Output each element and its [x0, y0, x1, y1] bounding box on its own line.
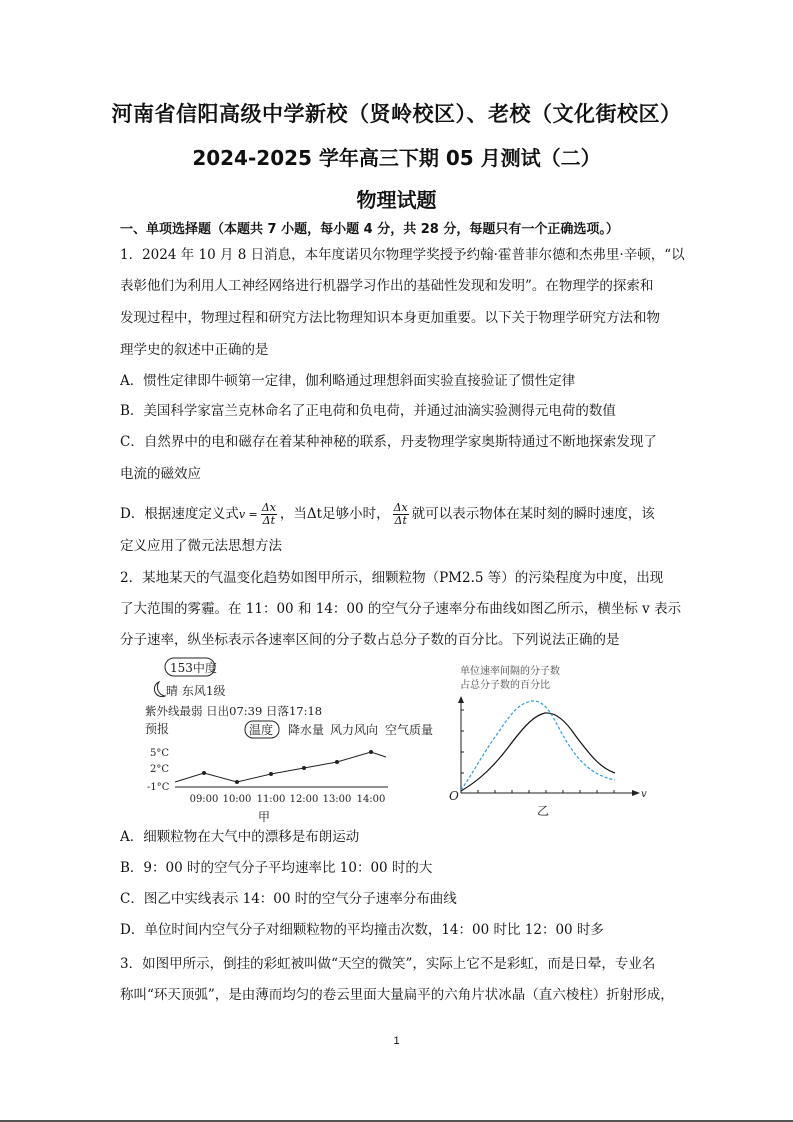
- weather-text: 晴 东风1级: [166, 684, 226, 698]
- exam-title: 2024-2025 学年高三下期 05 月测试（二）: [192, 146, 601, 170]
- x-axis-label: v: [641, 789, 647, 800]
- forecast-label: 预报: [145, 722, 170, 736]
- q3-line-1: 3．如图甲所示，倒挂的彩虹被叫做“天空的微笑”，实际上它不是彩虹，而是日晕，专业名: [120, 956, 656, 972]
- y-axis-arrow: [458, 696, 464, 703]
- q1-line-4: 理学史的叙述中正确的是: [120, 342, 269, 358]
- q2-line-1: 2．某地某天的气温变化趋势如图甲所示，细颗粒物（PM2.5 等）的污染程度为中度，出现: [120, 570, 664, 586]
- tab-wind: 风力风向: [330, 723, 379, 737]
- figure-yi: [440, 660, 660, 825]
- figure-caption-jia: 甲: [257, 810, 271, 824]
- q1-line-3: 发现过程中，物理过程和研究方法比物理知识本身更加重要。以下关于物理学研究方法和物: [120, 310, 660, 326]
- svg-text:11:00: 11:00: [256, 794, 286, 805]
- q1-option-d-prefix: D．根据速度定义式: [120, 506, 239, 522]
- weather-chart: [140, 655, 440, 825]
- subject-title: 物理试题: [356, 188, 437, 212]
- aqi-badge: 153中度: [170, 661, 217, 675]
- q2-line-2: 了大范围的雾霾。在 11：00 和 14：00 的空气分子速率分布曲线如图乙所示，横坐标 v 表示: [120, 601, 682, 617]
- speed-distribution-chart: [440, 660, 660, 825]
- svg-text:13:00: 13:00: [322, 794, 352, 805]
- q1-line-2: 表彰他们为利用人工神经网络进行机器学习作出的基础性发现和发明”。在物理学的探索和: [120, 278, 654, 294]
- y-axis-label-1: 单位速率间隔的分子数: [460, 666, 560, 677]
- q3-line-2: 称叫“环天顶弧”，是由薄而均匀的卷云里面大量扁平的六角片状冰晶（直六棱柱）折射形成，: [120, 987, 674, 1003]
- svg-text:14:00: 14:00: [356, 794, 386, 805]
- ytick-5: 5°C: [150, 748, 170, 759]
- tab-air-quality: 空气质量: [385, 723, 434, 737]
- x-axis-arrow: [632, 790, 640, 796]
- tab-precipitation: 降水量: [288, 723, 325, 737]
- svg-text:09:00: 09:00: [189, 794, 219, 805]
- q1-option-b: B．美国科学家富兰克林命名了正电荷和负电荷，并通过油滴实验测得元电荷的数值: [120, 403, 616, 419]
- q2-option-a: A．细颗粒物在大气中的漂移是布朗运动: [120, 829, 360, 845]
- q2-option-c: C．图乙中实线表示 14：00 时的空气分子速率分布曲线: [120, 891, 457, 907]
- temperature-line: [175, 752, 386, 782]
- q1-option-c-cont: 电流的磁效应: [120, 466, 201, 482]
- q1-option-a: A．惯性定律即牛顿第一定律，伽利略通过理想斜面实验直接验证了惯性定律: [120, 373, 576, 389]
- q1-option-d-mid: ，当Δt足够小时，: [279, 506, 390, 522]
- ytick-2: 2°C: [150, 764, 170, 775]
- x-tick-labels: [190, 794, 386, 805]
- q1-option-d-cont: 定义应用了微元法思想方法: [120, 538, 282, 554]
- school-title: 河南省信阳高级中学新校（贤岭校区）、老校（文化街校区）: [111, 102, 682, 126]
- q1-option-d: [120, 500, 680, 530]
- q2-option-b: B．9：00 时的空气分子平均速率比 10：00 时的大: [120, 860, 433, 876]
- origin-label: O: [449, 789, 459, 803]
- svg-text:10:00: 10:00: [222, 794, 252, 805]
- formula-lhs: v =: [238, 508, 258, 521]
- moon-icon: [154, 682, 165, 697]
- page-number: 1: [393, 1035, 400, 1047]
- q1-line-1: 1．2024 年 10 月 8 日消息，本年度诺贝尔物理学奖授予约翰·霍普菲尔德和杰弗里·辛顿，“以: [120, 247, 685, 263]
- solid-curve: [461, 713, 615, 791]
- tab-temperature: 温度: [249, 723, 274, 737]
- dashed-curve: [461, 701, 615, 790]
- figure-jia: [140, 655, 440, 825]
- q1-option-c: C．自然界中的电和磁存在着某种神秘的联系，丹麦物理学家奥斯特通过不断地探索发现了: [120, 434, 657, 450]
- q2-option-d: D．单位时间内空气分子对细颗粒物的平均撞击次数，14：00 时比 12：00 时多: [120, 922, 604, 938]
- ytick-neg1: -1°C: [147, 782, 170, 793]
- svg-text:12:00: 12:00: [289, 794, 319, 805]
- formula-fraction: $\frac{\Delta x}{\Delta t}$: [261, 501, 276, 527]
- q1-option-d-suffix: 就可以表示物体在某时刻的瞬时速度，该: [411, 506, 655, 522]
- uv-sun-text: 紫外线最弱 日出07:39 日落17:18: [145, 704, 323, 718]
- figure-caption-yi: 乙: [537, 804, 550, 818]
- y-axis-label-2: 占总分子数的百分比: [460, 680, 550, 691]
- section-heading: 一、单项选择题（本题共 7 小题，每小题 4 分，共 28 分，每题只有一个正确选项。）: [120, 222, 619, 237]
- formula-fraction-2: $\frac{\Delta x}{\Delta t}$: [393, 501, 408, 527]
- data-points: [202, 750, 373, 784]
- q2-line-3: 分子速率，纵坐标表示各速率区间的分子数占总分子数的百分比。下列说法正确的是: [120, 632, 620, 648]
